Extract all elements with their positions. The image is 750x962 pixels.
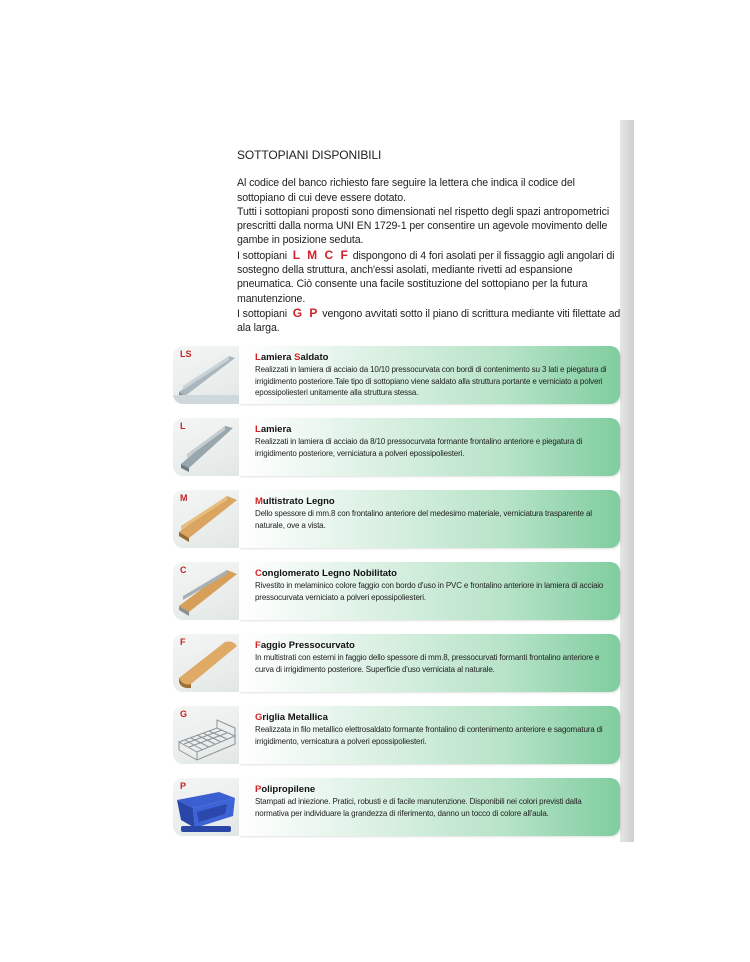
product-name: Faggio Pressocurvato (255, 640, 355, 651)
product-code: M (180, 493, 188, 503)
intro-paragraph-1: Al codice del banco richiesto fare seguire la lettera che indica il codice del sottopiano di cui deve essere dotato. (237, 177, 575, 204)
page-edge-strip (620, 120, 634, 842)
intro-p4-pre: I sottopiani (237, 307, 288, 320)
product-name: Lamiera (255, 424, 292, 435)
product-item-ls (173, 346, 620, 404)
intro-paragraph-3 (237, 248, 622, 306)
product-name: Conglomerato Legno Nobilitato (255, 568, 397, 579)
product-description: In multistrati con esterni in faggio dello spessore di mm.8, pressocurvati formanti frontalino anteriore e curva di irrigidimento posteriore. Superficie d'uso verniciata al naturale. (255, 653, 600, 674)
product-item-m (173, 490, 620, 548)
product-code: C (180, 565, 187, 575)
product-thumb (173, 562, 239, 620)
product-code: G (180, 709, 188, 719)
product-item-p (173, 778, 620, 836)
intro-p3-pre: I sottopiani (237, 249, 288, 262)
product-panel (239, 418, 620, 476)
product-code: P (180, 781, 187, 791)
product-code: F (180, 637, 186, 647)
product-description: Realizzati in lamiera di acciaio da 8/10 pressocurvata formante frontalino anteriore e piegatura di irrigidimento posteriore, verniciatura a polveri epossipoliesteri. (255, 437, 583, 458)
product-thumb (173, 490, 239, 548)
product-name: Multistrato Legno (255, 496, 335, 507)
product-panel (239, 346, 620, 404)
product-description: Stampati ad iniezione. Pratici, robusti e di facile manutenzione. Disponibili nei colori previsti dalla normativa per individuare la grandezza di riferimento, danno un tocco di colore all'aula. (255, 797, 582, 818)
product-panel (239, 706, 620, 764)
intro-p4-post: vengono avvitati sotto il piano di scrittura mediante viti filettate ad ala larga. (237, 307, 621, 335)
product-thumb (173, 706, 239, 764)
product-description: Dello spessore di mm.8 con frontalino anteriore del medesimo materiale, verniciatura trasparente al naturale, ove a vista. (255, 509, 592, 530)
product-thumb (173, 418, 239, 476)
product-item-g (173, 706, 620, 764)
codes-gp: G P (292, 305, 320, 320)
product-thumb (173, 346, 239, 404)
product-panel (239, 778, 620, 836)
product-name: Griglia Metallica (255, 712, 328, 723)
product-description: Realizzata in filo metallico elettrosaldato formante frontalino di contenimento anteriore e sagomatura di irrigidimento, vernicatura a polveri epossipoliesteri. (255, 725, 603, 746)
product-thumb (173, 778, 239, 836)
product-code: LS (180, 349, 192, 359)
product-code: L (180, 421, 186, 431)
product-description: Rivestito in melaminico colore faggio con bordo d'uso in PVC e frontalino anteriore in lamiera di acciaio pressocurvata verniciato a polveri epossipoliesteri. (255, 581, 604, 602)
product-item-f (173, 634, 620, 692)
product-item-l (173, 418, 620, 476)
product-name: Polipropilene (255, 784, 316, 795)
product-thumb (173, 634, 239, 692)
page-title: SOTTOPIANI DISPONIBILI (237, 148, 382, 162)
intro-paragraph-4 (237, 306, 622, 336)
codes-lmcf: L M C F (292, 247, 350, 262)
product-panel (239, 490, 620, 548)
product-name: Lamiera Saldato (255, 352, 329, 363)
product-panel (239, 634, 620, 692)
intro-paragraph-2: Tutti i sottopiani proposti sono dimensionati nel rispetto degli spazi antropometrici prescritti dalla norma UNI EN 1729-1 per consentire un agevole movimento delle gambe in posizione seduta. (237, 205, 610, 247)
product-panel (239, 562, 620, 620)
product-item-c (173, 562, 620, 620)
product-description: Realizzati in lamiera di acciaio da 10/10 pressocurvata con bordi di contenimento su 3 lati e piegatura di irrigidimento posteriore.Tale tipo di sottopiano viene saldato alla struttura portante e verniciato a polveri epossipoliesteri unitamente alla struttura stessa. (255, 365, 607, 397)
intro-block (237, 148, 622, 336)
intro-p3-post: dispongono di 4 fori asolati per il fissaggio agli angolari di sostegno della struttura, anch'essi asolati, mediante rivetti ad espansione pneumatica. Ciò consente una facile sostituzione del sottopiano per la futura manutenzione. (237, 249, 615, 305)
